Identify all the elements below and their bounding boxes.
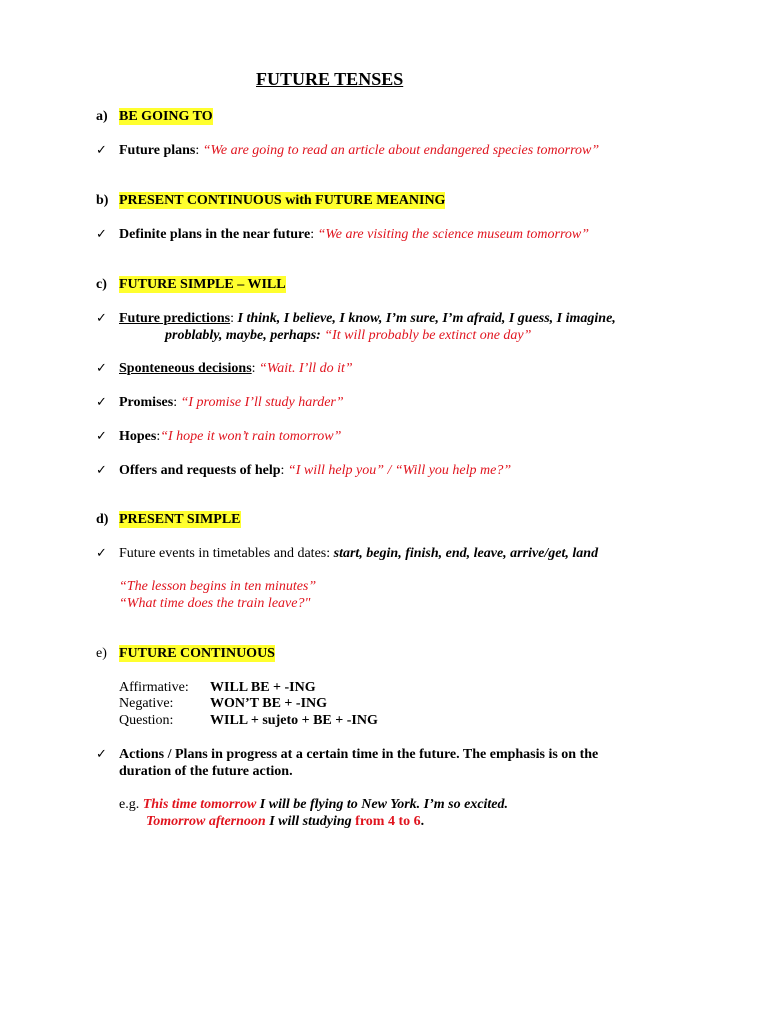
list-item (119, 310, 616, 327)
checkmark-icon: ✓ (96, 142, 107, 157)
checkmark-icon: ✓ (96, 226, 107, 241)
example-rest: I will studying (265, 814, 356, 829)
checkmark-icon: ✓ (96, 462, 107, 477)
note-line: duration of the future action. (119, 764, 293, 779)
section-a-marker: a) (96, 109, 108, 124)
checkmark-icon: ✓ (96, 394, 107, 409)
item-label: Future plans (119, 143, 196, 158)
checkmark-icon: ✓ (96, 360, 107, 375)
example-red-phrase: Tomorrow afternoon (146, 814, 266, 829)
item-label: Hopes (119, 429, 157, 444)
example-sentence (146, 813, 424, 830)
item-colon: : (156, 429, 161, 444)
item-colon: : (310, 227, 315, 242)
item-example: “I hope it won’t rain tomorrow” (160, 429, 342, 444)
form-label: Negative: (119, 696, 174, 711)
section-b-heading: PRESENT CONTINUOUS with FUTURE MEANING (119, 193, 446, 208)
section-e-heading: FUTURE CONTINUOUS (119, 646, 275, 661)
item-colon: : (195, 143, 200, 158)
section-c-marker: c) (96, 277, 107, 292)
example-end: . (420, 814, 425, 829)
item-label: Sponteneous decisions (119, 361, 252, 376)
list-item (119, 360, 353, 377)
section-d-heading: PRESENT SIMPLE (119, 512, 241, 527)
list-item (119, 545, 598, 562)
list-item (119, 394, 344, 411)
form-value: WON’T BE + -ING (210, 696, 328, 711)
form-value: WILL + sujeto + BE + -ING (210, 713, 378, 728)
item-label: Definite plans in the near future (119, 227, 311, 242)
example-rest: I will be flying to New York. I’m so excited. (256, 797, 509, 812)
list-item-continuation (165, 327, 531, 344)
section-c-heading: FUTURE SIMPLE – WILL (119, 277, 286, 292)
item-keywords: I think, I believe, I know, I’m sure, I’m afraid, I guess, I imagine, (237, 311, 616, 326)
item-example: “Wait. I’ll do it” (259, 361, 353, 376)
checkmark-icon: ✓ (96, 428, 107, 443)
list-item (119, 226, 589, 243)
section-a-heading: BE GOING TO (119, 109, 213, 124)
example-red-phrase: This time tomorrow (142, 797, 257, 812)
item-example: “It will probably be extinct one day” (324, 328, 532, 343)
checkmark-icon: ✓ (96, 310, 107, 325)
form-label: Affirmative: (119, 680, 189, 695)
example-red-phrase: from 4 to 6 (355, 814, 421, 829)
example-line: “What time does the train leave?" (119, 596, 311, 611)
item-example: “I promise I’ll study harder” (180, 395, 344, 410)
list-item (119, 462, 511, 479)
item-example: “We are going to read an article about endangered species tomorrow” (202, 143, 600, 158)
example-line: “The lesson begins in ten minutes” (119, 579, 317, 594)
list-item (119, 142, 599, 159)
item-label: Promises (119, 395, 174, 410)
item-keywords-2: problably, maybe, perhaps: (165, 328, 321, 343)
example-sentence (119, 796, 508, 813)
item-colon: : (230, 311, 234, 326)
checkmark-icon: ✓ (96, 746, 107, 761)
section-d-marker: d) (96, 512, 109, 527)
checkmark-icon: ✓ (96, 545, 107, 560)
item-label: Future predictions (119, 311, 231, 326)
note-line: Actions / Plans in progress at a certain time in the future. The emphasis is on the (119, 747, 599, 762)
list-item (119, 428, 341, 445)
item-example: “I will help you” / “Will you help me?” (287, 463, 512, 478)
page-title: FUTURE TENSES (256, 69, 404, 89)
eg-label: e.g. (119, 797, 140, 812)
item-colon: : (251, 361, 256, 376)
section-b-marker: b) (96, 193, 109, 208)
item-example: “We are visiting the science museum tomorrow” (317, 227, 590, 242)
item-label: Offers and requests of help (119, 463, 281, 478)
item-keywords: start, begin, finish, end, leave, arrive/get, land (333, 546, 599, 561)
form-label: Question: (119, 713, 174, 728)
section-e-marker: e) (96, 646, 107, 661)
item-colon: : (173, 395, 178, 410)
item-text: Future events in timetables and dates: (119, 546, 331, 561)
item-colon: : (280, 463, 285, 478)
form-value: WILL BE + -ING (210, 680, 316, 695)
